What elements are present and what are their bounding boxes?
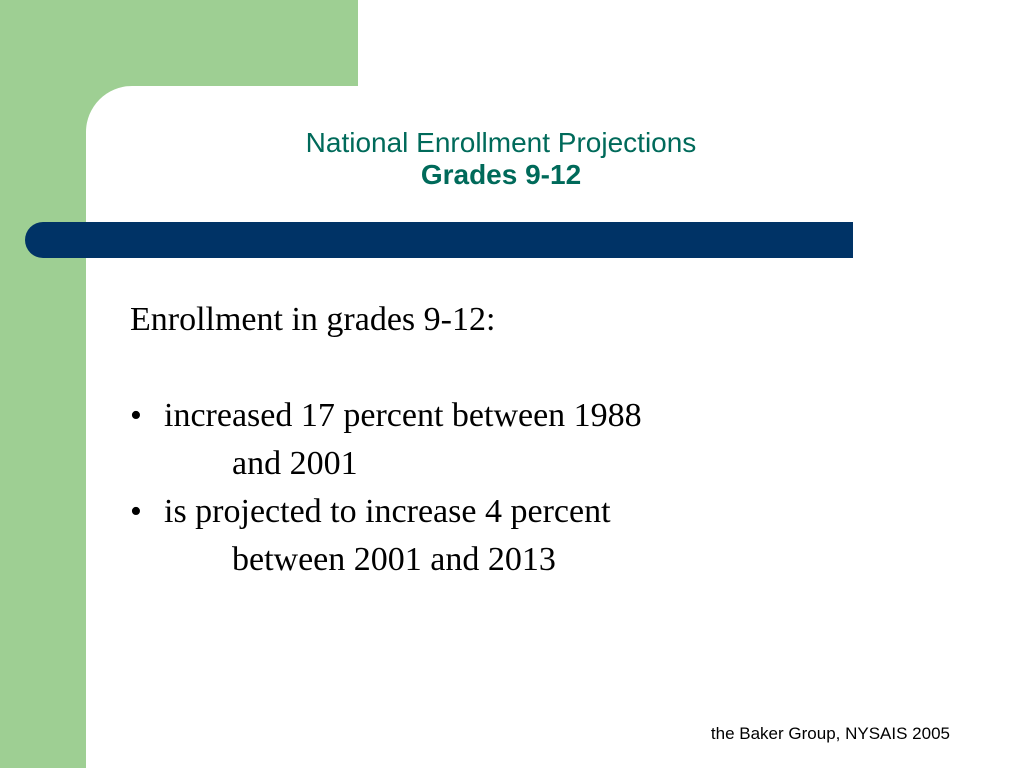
slide-title-block (86, 126, 916, 190)
bullet-icon: • (130, 493, 142, 530)
bullet-text (164, 488, 611, 584)
title-divider-bar (25, 222, 853, 258)
bullet-item (130, 392, 890, 488)
bullet-line: increased 17 percent between 1988 (164, 397, 642, 434)
slide-footer: the Baker Group, NYSAIS 2005 (710, 724, 950, 743)
bullet-text (164, 392, 642, 488)
slide-subtitle: Grades 9-12 (420, 159, 582, 190)
body-intro: Enrollment in grades 9-12: (130, 301, 496, 338)
slide-body (130, 296, 890, 584)
slide-title: National Enrollment Projections (305, 127, 697, 158)
bullet-line-continued: between 2001 and 2013 (232, 541, 556, 578)
bullet-icon: • (130, 397, 142, 434)
bullet-item (130, 488, 890, 584)
bullet-line-continued: and 2001 (232, 445, 358, 482)
bullet-line: is projected to increase 4 percent (164, 493, 611, 530)
